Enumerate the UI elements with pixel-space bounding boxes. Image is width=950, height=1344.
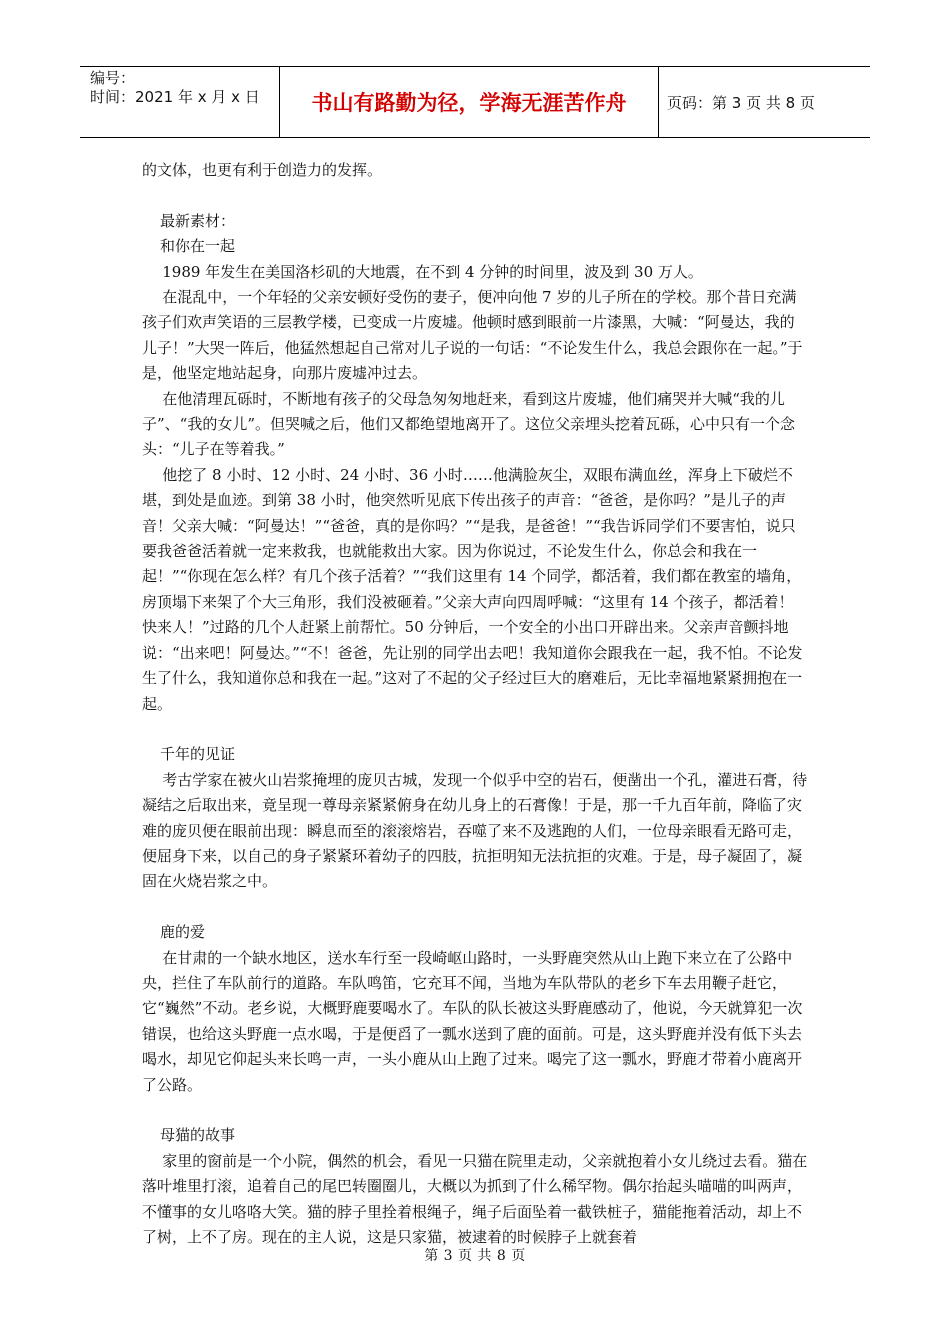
body-paragraph: 在混乱中，一个年轻的父亲安顿好受伤的妻子，便冲向他 7 岁的儿子所在的学校。那个昔日充满孩子们欢声笑语的三层教学楼，已变成一片废墟。他顿时感到眼前一片漆黑，大喊：“阿曼达，我的儿子！”大哭一阵后，他猛然想起自己常对儿子说的一句话：“不论发生什么，我总会跟你在一起。”于是，他坚定地站起身，向那片废墟冲过去。 — [142, 288, 803, 383]
document-number-label: 编号： — [90, 69, 136, 87]
page-footer: 第 3 页 共 8 页 — [424, 1248, 526, 1264]
header-motto: 书山有路勤为径，学海无涯苦作舟 — [280, 67, 659, 137]
body-paragraph: 家里的窗前是一个小院，偶然的机会，看见一只猫在院里走动，父亲就抱着小女儿绕过去看。猫在落叶堆里打滚，追着自己的尾巴转圈圈儿，大概以为抓到了什么稀罕物。偶尔抬起头喵喵的叫两声，不懂事的女儿咯咯大笑。猫的脖子里拴着根绳子，绳子后面坠着一截铁桩子，猫能拖着活动，却上不了树，上不了房。现在的主人说，这是只家猫，被逮着的时候脖子上就套着 — [142, 1151, 808, 1246]
paragraph-spacer — [142, 183, 808, 208]
section-heading: 最新素材： — [160, 211, 236, 230]
section-heading: 和你在一起 — [160, 237, 236, 256]
page-header — [80, 66, 870, 138]
body-paragraph: 在甘肃的一个缺水地区，送水车行至一段崎岖山路时，一头野鹿突然从山上跑下来立在了公路中央，拦住了车队前行的道路。车队鸣笛，它充耳不闻，当地为车队带队的老乡下车去用鞭子赶它，它“巍然”不动。老乡说，大概野鹿要喝水了。车队的队长被这头野鹿感动了，他说，今天就算犯一次错误，也给这头野鹿一点水喝，于是便舀了一瓢水送到了鹿的面前。可是，这头野鹿并没有低下头去喝水，却见它仰起头来长鸣一声，一头小鹿从山上跑了过来。喝完了这一瓢水，野鹿才带着小鹿离开了公路。 — [142, 948, 803, 1094]
document-date-label: 时间：2021 年 x 月 x 日 — [90, 88, 260, 106]
section-heading: 鹿的爱 — [160, 923, 206, 942]
header-page-number: 页码：第 3 页 共 8 页 — [667, 93, 815, 112]
body-paragraph: 的文体，也更有利于创造力的发挥。 — [142, 161, 383, 179]
body-paragraph: 在他清理瓦砾时，不断地有孩子的父母急匆匆地赶来，看到这片废墟，他们痛哭并大喊“我的儿子”、“我的女儿”。但哭喊之后，他们又都绝望地离开了。这位父亲埋头挖着瓦砾，心中只有一个念头：“儿子在等着我。” — [142, 389, 796, 459]
section-heading: 千年的见证 — [160, 745, 236, 764]
header-meta — [80, 67, 280, 137]
body-paragraph: 1989 年发生在美国洛杉矶的大地震，在不到 4 分钟的时间里，波及到 30 万人。 — [162, 262, 703, 281]
body-paragraph: 考古学家在被火山岩浆掩埋的庞贝古城，发现一个似乎中空的岩石，便凿出一个孔，灌进石膏，待凝结之后取出来，竟呈现一尊母亲紧紧俯身在幼儿身上的石膏像！于是，那一千九百年前，降临了灾难的庞贝便在眼前出现：瞬息而至的滚滚熔岩，吞噬了来不及逃跑的人们，一位母亲眼看无路可走，便屈身下来，以自己的身子紧紧环着幼子的四肢，抗拒明知无法抗拒的灾难。于是，母子凝固了，凝固在火烧岩浆之中。 — [142, 770, 808, 891]
section-heading: 母猫的故事 — [160, 1126, 236, 1145]
paragraph-spacer — [142, 1098, 808, 1123]
body-paragraph: 他挖了 8 小时、12 小时、24 小时、36 小时……他满脸灰尘，双眼布满血丝，浑身上下破烂不堪，到处是血迹。到第 38 小时，他突然听见底下传出孩子的声音：“爸爸，是你吗？”是儿子的声音！父亲大喊：“阿曼达！”“爸爸，真的是你吗？”“是我，是爸爸！”“我告诉同学们不要害怕，说只要我爸爸活着就一定来救我，也就能救出大家。因为你说过，不论发生什么，你总会和我在一起！”“你现在怎么样？有几个孩子活着？”“我们这里有 14 个同学，都活着，我们都在教室的墙角，房顶塌下来架了个大三角形，我们没被砸着。”父亲大声向四周呼喊：“这里有 14 个孩子，都活着！快来人！”过路的几个人赶紧上前帮忙。50 分钟后，一个安全的小出口开辟出来。父亲声音颤抖地说：“出来吧！阿曼达。”“不！爸爸，先让别的同学出去吧！我知道你会跟我在一起，我不怕。不论发生了什么，我知道你总和我在一起。”这对了不起的父子经过巨大的磨难后，无比幸福地紧紧拥抱在一起。 — [142, 465, 803, 713]
paragraph-spacer — [142, 717, 808, 742]
paragraph-spacer — [142, 895, 808, 920]
document-body — [142, 158, 808, 1250]
